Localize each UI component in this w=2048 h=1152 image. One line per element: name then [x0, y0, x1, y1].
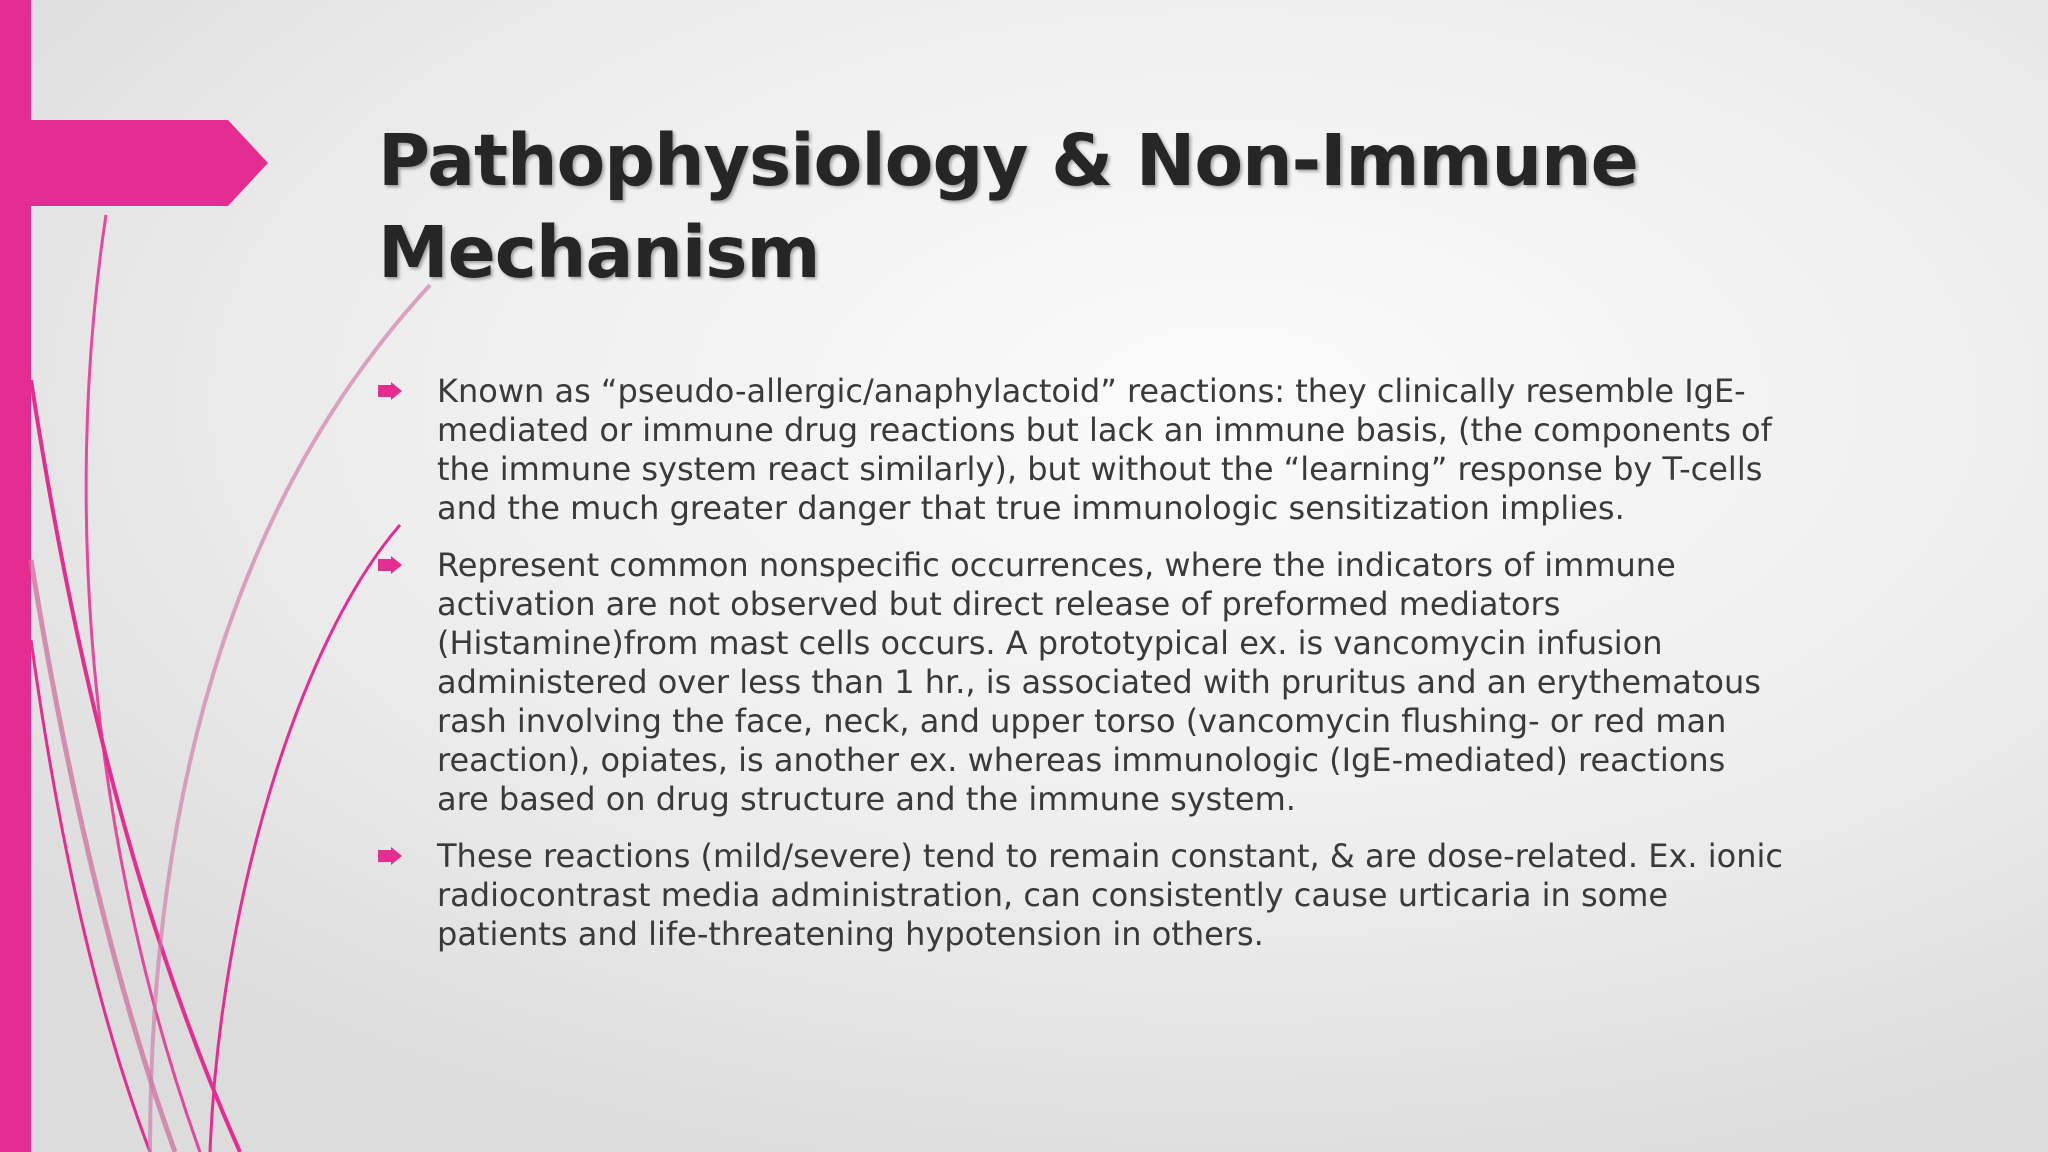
bullet-line: are based on drug structure and the immune system. — [437, 780, 1296, 818]
bullet-line: activation are not observed but direct release of preformed mediators — [437, 585, 1561, 623]
bullet-text — [437, 372, 1938, 528]
bullet-line: reaction), opiates, is another ex. whereas immunologic (IgE-mediated) reactions — [437, 741, 1726, 779]
title-arrow-banner — [0, 120, 268, 206]
swoosh-line — [210, 525, 400, 1152]
bullet-line: Represent common nonspecific occurrences, where the indicators of immune — [437, 546, 1676, 584]
bullet-item — [378, 837, 1938, 954]
bullet-line: mediated or immune drug reactions but lack an immune basis, (the components of — [437, 411, 1772, 449]
bullet-item — [378, 372, 1938, 528]
pink-arrow-bullet-icon — [378, 556, 402, 574]
pink-arrow-bullet-icon — [378, 382, 402, 400]
bullet-list — [378, 372, 1938, 972]
bullet-line: the immune system react similarly), but without the “learning” response by T-cells — [437, 450, 1763, 488]
bullet-line: radiocontrast media administration, can consistently cause urticaria in some — [437, 876, 1669, 914]
bullet-line: (Histamine)from mast cells occurs. A prototypical ex. is vancomycin infusion — [437, 624, 1663, 662]
bullet-item — [378, 546, 1938, 819]
bullet-text — [437, 837, 1938, 954]
bullet-line: and the much greater danger that true immunologic sensitization implies. — [437, 489, 1625, 527]
bullet-line: rash involving the face, neck, and upper torso (vancomycin flushing- or red man — [437, 702, 1727, 740]
bullet-text — [437, 546, 1938, 819]
bullet-line: Known as “pseudo-allergic/anaphylactoid” reactions: they clinically resemble IgE- — [437, 372, 1746, 410]
title-line: Mechanism — [378, 211, 820, 294]
slide-title — [378, 115, 1878, 299]
swoosh-line — [31, 640, 150, 1152]
title-line: Pathophysiology & Non-Immune — [378, 119, 1638, 202]
bullet-line: These reactions (mild/severe) tend to remain constant, & are dose-related. Ex. ionic — [437, 837, 1783, 875]
bullet-line: administered over less than 1 hr., is associated with pruritus and an erythematous — [437, 663, 1761, 701]
bullet-line: patients and life-threatening hypotension in others. — [437, 915, 1264, 953]
pink-arrow-bullet-icon — [378, 847, 402, 865]
